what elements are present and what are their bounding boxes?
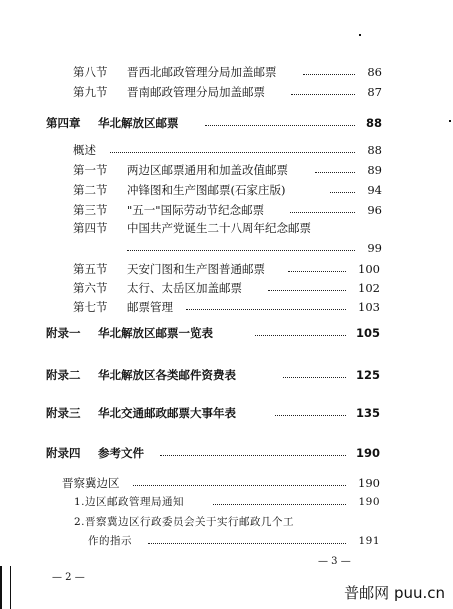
entry-title: 作的指示 bbox=[88, 535, 132, 547]
entry-label: 附录一 bbox=[46, 326, 81, 340]
entry-label: 概述 bbox=[73, 143, 96, 157]
scan-speck bbox=[449, 120, 451, 122]
entry-page: 96 bbox=[367, 203, 382, 217]
toc-entry bbox=[0, 221, 453, 257]
leader-dots bbox=[255, 326, 346, 336]
entry-page: 125 bbox=[355, 368, 380, 382]
entry-title: 晋南邮政管理分局加盖邮票 bbox=[127, 85, 265, 99]
entry-label: 第六节 bbox=[73, 281, 108, 295]
entry-title: 华北交通邮政邮票大事年表 bbox=[98, 406, 236, 420]
entry-label: 附录四 bbox=[46, 446, 81, 460]
leader-dots bbox=[283, 368, 346, 378]
entry-label: 附录三 bbox=[46, 406, 81, 420]
entry-page: 190 bbox=[358, 496, 380, 508]
entry-page: 103 bbox=[358, 300, 380, 314]
entry-title: 晋西北邮政管理分局加盖邮票 bbox=[127, 65, 277, 79]
entry-page: 86 bbox=[367, 65, 382, 79]
entry-title: "五一"国际劳动节纪念邮票 bbox=[127, 203, 265, 217]
page-number-left: — 2 — bbox=[52, 572, 85, 583]
entry-page: 105 bbox=[355, 326, 380, 340]
leader-dots bbox=[205, 116, 355, 126]
leader-dots bbox=[110, 143, 355, 153]
entry-label: 第四节 bbox=[73, 221, 108, 235]
binding-edge-mark bbox=[0, 566, 2, 609]
entry-page: 135 bbox=[355, 406, 380, 420]
entry-title: 1.边区邮政管理局通知 bbox=[74, 496, 185, 508]
entry-page: 99 bbox=[367, 241, 382, 255]
leader-dots bbox=[186, 300, 346, 310]
entry-page: 89 bbox=[367, 163, 382, 177]
entry-title: 华北解放区邮票一览表 bbox=[98, 326, 213, 340]
entry-title: 冲锋图和生产图邮票(石家庄版) bbox=[127, 183, 286, 197]
entry-page: 190 bbox=[358, 476, 380, 490]
leader-dots bbox=[148, 534, 346, 544]
entry-label: 附录二 bbox=[46, 368, 81, 382]
binding-edge-mark bbox=[10, 566, 11, 609]
entry-page: 191 bbox=[358, 535, 380, 547]
entry-label: 第七节 bbox=[73, 300, 108, 314]
entry-label: 第三节 bbox=[73, 203, 108, 217]
entry-title: 参考文件 bbox=[98, 446, 144, 460]
page-number-right: — 3 — bbox=[318, 556, 351, 567]
entry-label: 第二节 bbox=[73, 183, 108, 197]
entry-title: 邮票管理 bbox=[127, 300, 173, 314]
entry-title: 2.晋察冀边区行政委员会关于实行邮政几个工 bbox=[74, 516, 295, 528]
leader-dots bbox=[290, 203, 355, 213]
entry-title: 华北解放区各类邮件资费表 bbox=[98, 368, 236, 382]
entry-page: 88 bbox=[367, 143, 382, 157]
watermark: 普邮网 puu.cn bbox=[344, 584, 445, 602]
entry-title: 两边区邮票通用和加盖改值邮票 bbox=[127, 163, 288, 177]
leader-dots bbox=[291, 85, 355, 95]
entry-label: 第九节 bbox=[73, 85, 108, 99]
scan-speck bbox=[359, 34, 361, 36]
leader-dots bbox=[213, 495, 346, 505]
entry-title: 天安门图和生产图普通邮票 bbox=[127, 262, 265, 276]
entry-page: 87 bbox=[367, 85, 382, 99]
leader-dots bbox=[303, 65, 355, 75]
entry-label: 第五节 bbox=[73, 262, 108, 276]
entry-page: 102 bbox=[358, 281, 380, 295]
leader-dots bbox=[160, 446, 346, 456]
entry-label: 第四章 bbox=[46, 116, 81, 130]
leader-dots bbox=[288, 262, 346, 272]
entry-page: 94 bbox=[367, 183, 382, 197]
leader-dots bbox=[275, 406, 346, 416]
entry-page: 88 bbox=[365, 116, 382, 130]
entry-title: 华北解放区邮票 bbox=[98, 116, 179, 130]
entry-page: 100 bbox=[358, 262, 380, 276]
entry-title: 晋察冀边区 bbox=[62, 476, 120, 490]
leader-dots bbox=[127, 241, 355, 251]
entry-label: 第八节 bbox=[73, 65, 108, 79]
entry-title: 中国共产党诞生二十八周年纪念邮票 bbox=[127, 221, 311, 235]
leader-dots bbox=[315, 163, 355, 173]
entry-page: 190 bbox=[355, 446, 380, 460]
entry-title: 太行、太岳区加盖邮票 bbox=[127, 281, 242, 295]
leader-dots bbox=[268, 281, 346, 291]
entry-label: 第一节 bbox=[73, 163, 108, 177]
leader-dots bbox=[133, 476, 346, 486]
